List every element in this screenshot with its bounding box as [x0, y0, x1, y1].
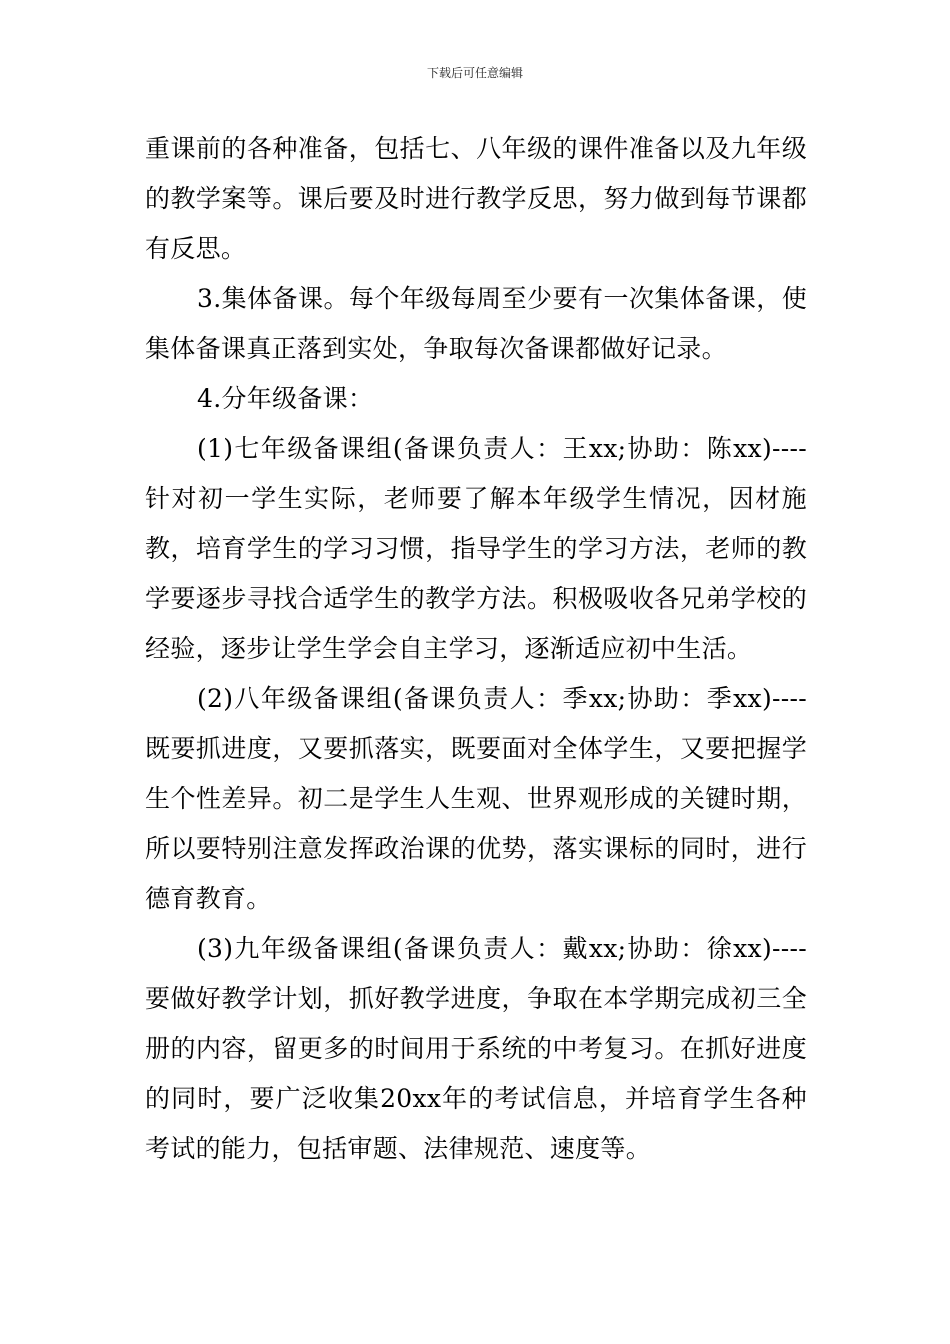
- paragraph-grade-prep-heading: 4.分年级备课：: [197, 384, 374, 413]
- paragraph-grade-7-group: (1)七年级备课组(备课负责人：王xx;协助：陈xx)----针对初一学生实际，老师要了解本年级学生情况，因材施教，培育学生的学习习惯，指导学生的学习方法，老师的教学要逐步寻找合适学生的教学方法。积极吸收各兄弟学校的经验，逐步让学生学会自主学习，逐渐适应初中生活。: [145, 434, 807, 663]
- paragraph-grade-8-group: (2)八年级备课组(备课负责人：季xx;协助：季xx)----既要抓进度，又要抓落实，既要面对全体学生，又要把握学生个性差异。初二是学生人生观、世界观形成的关键时期，所以要特别注意发挥政治课的优势，落实课标的同时，进行德育教育。: [145, 684, 807, 913]
- paragraph-continuation: 重课前的各种准备，包括七、八年级的课件准备以及九年级的教学案等。课后要及时进行教学反思，努力做到每节课都有反思。: [145, 134, 807, 263]
- paragraph-grade-9-group: (3)九年级备课组(备课负责人：戴xx;协助：徐xx)----要做好教学计划，抓好教学进度，争取在本学期完成初三全册的内容，留更多的时间用于系统的中考复习。在抓好进度的同时，要广泛收集20xx年的考试信息，并培育学生各种考试的能力，包括审题、法律规范、速度等。: [145, 934, 807, 1163]
- document-body: [145, 124, 807, 1174]
- paragraph-collective-prep: 3.集体备课。每个年级每周至少要有一次集体备课，使集体备课真正落到实处，争取每次备课都做好记录。: [145, 284, 807, 363]
- page-header: 下载后可任意编辑: [426, 66, 523, 80]
